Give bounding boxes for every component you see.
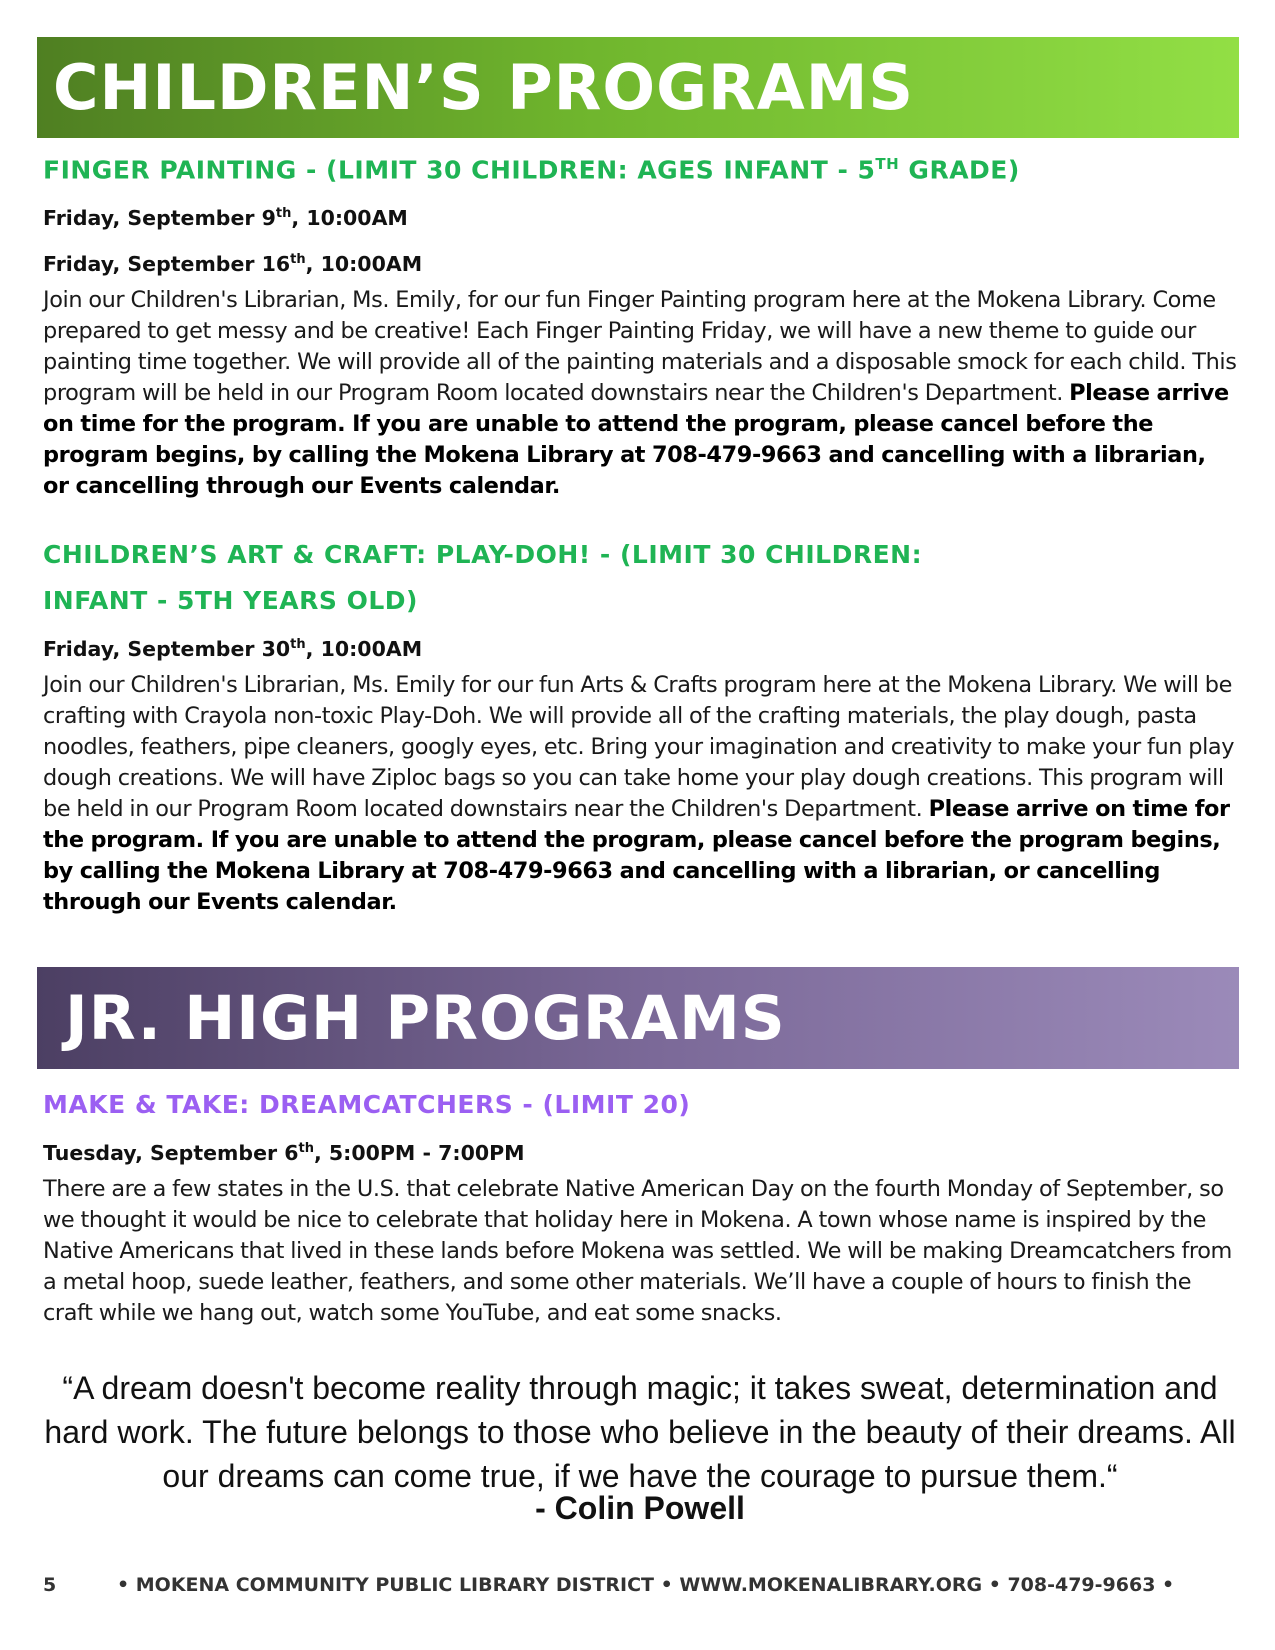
page-footer — [43, 1574, 1238, 1596]
program-title: FINGER PAINTING - (LIMIT 30 CHILDREN: AGES INFANT - 5TH GRADE) — [43, 155, 1020, 185]
program-title: MAKE & TAKE: DREAMCATCHERS - (LIMIT 20) — [43, 1090, 691, 1119]
program-description: There are a few states in the U.S. that celebrate Native American Day on the fourth Monday of September, so we thought it would be nice to celebrate that holiday here in Mokena. A town whose name is inspired by the Native Americans that lived in these lands before Mokena was settled. We will be making Dreamcatchers from a metal hoop, suede leather, feathers, and some other materials. We’ll have a couple of hours to finish the craft while we hang out, watch some YouTube, and eat some snacks. — [43, 1175, 1232, 1326]
dreamcatchers-section — [43, 1082, 1238, 1329]
banner-title: CHILDREN’S PROGRAMS — [53, 51, 915, 124]
page-number: 5 — [43, 1574, 57, 1596]
attendance-notice: Please arrive on time for the program. If you are unable to attend the program, please cancel before the program begins, by calling the Mokena Library at 708-479-9663 and cancelling with a librarian, or cancelling through our Events calendar. — [43, 795, 1230, 915]
program-date: Tuesday, September 6th, 5:00PM - 7:00PM — [43, 1140, 525, 1165]
program-date: Friday, September 16th, 10:00AM — [43, 251, 423, 276]
program-title-continued: INFANT - 5TH YEARS OLD) — [43, 586, 418, 615]
jr-high-programs-banner — [37, 967, 1239, 1069]
program-date: Friday, September 30th, 10:00AM — [43, 636, 423, 661]
inspirational-quote: “A dream doesn't become reality through magic; it takes sweat, determination and hard work. The future belongs to those who believe in the beauty of their dreams. All our dreams can come true, if we have the courage to pursue them.“ — [44, 1370, 1236, 1494]
quote-author: - Colin Powell — [535, 1490, 745, 1526]
program-date: Friday, September 9th, 10:00AM — [43, 206, 408, 231]
banner-title: JR. HIGH PROGRAMS — [65, 982, 786, 1054]
attendance-notice: Please arrive on time for the program. If you are unable to attend the program, please cancel before the program begins, by calling the Mokena Library at 708-479-9663 and cancelling with a librarian, or cancelling through our Events calendar. — [43, 379, 1229, 499]
footer-library-info: • MOKENA COMMUNITY PUBLIC LIBRARY DISTRICT • WWW.MOKENALIBRARY.ORG • 708-479-9663 • — [117, 1574, 1175, 1596]
childrens-programs-banner — [37, 37, 1239, 138]
finger-painting-section — [43, 141, 1238, 502]
art-craft-section — [43, 532, 1238, 918]
program-description: Join our Children's Librarian, Ms. Emily for our fun Arts & Crafts program here at the Mokena Library. We will be crafting with Crayola non-toxic Play-Doh. We will provide all of the crafting materials, the play dough, pasta noodles, feathers, pipe cleaners, googly eyes, etc. Bring your imagination and creativity to make your fun play dough creations. We will have Ziploc bags so you can take home your play dough creations. This program will be held in our Program Room located downstairs near the Children's Department. Please arrive on time for the program. If you are unable to attend the program, please cancel before the program begins, by calling the Mokena Library at 708-479-9663 and cancelling with a librarian, or cancelling through our Events calendar. — [43, 671, 1235, 915]
program-description: Join our Children's Librarian, Ms. Emily, for our fun Finger Painting program here at the Mokena Library. Come prepared to get messy and be creative! Each Finger Painting Friday, we will have a new theme to guide our painting time together. We will provide all of the painting materials and a disposable smock for each child. This program will be held in our Program Room located downstairs near the Children's Department. Please arrive on time for the program. If you are unable to attend the program, please cancel before the program begins, by calling the Mokena Library at 708-479-9663 and cancelling with a librarian, or cancelling through our Events calendar. — [43, 286, 1237, 499]
program-title: CHILDREN’S ART & CRAFT: PLAY-DOH! - (LIMIT 30 CHILDREN: — [43, 540, 923, 569]
